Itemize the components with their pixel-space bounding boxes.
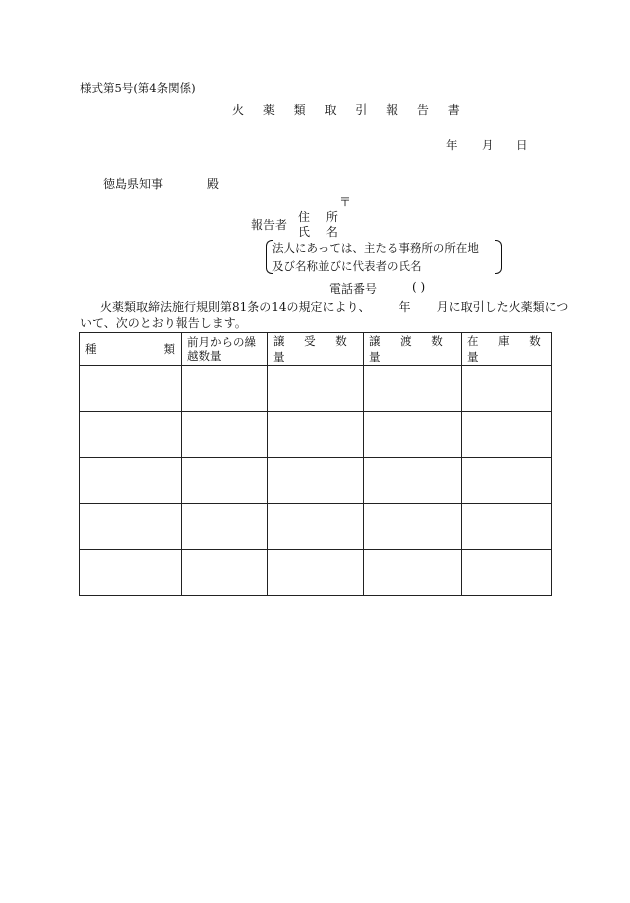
table-cell[interactable] bbox=[364, 504, 462, 550]
table-cell[interactable] bbox=[182, 412, 268, 458]
document-title: 火 薬 類 取 引 報 告 書 bbox=[232, 103, 468, 117]
table-row bbox=[80, 412, 552, 458]
table-cell[interactable] bbox=[182, 504, 268, 550]
report-statement bbox=[80, 299, 569, 331]
header-kind-b: 類 bbox=[163, 342, 175, 356]
table-cell[interactable] bbox=[462, 504, 552, 550]
name-label: 氏 名 bbox=[298, 225, 344, 239]
table-cell[interactable] bbox=[364, 458, 462, 504]
table-cell[interactable] bbox=[364, 366, 462, 412]
table-cell[interactable] bbox=[462, 458, 552, 504]
table-cell[interactable] bbox=[364, 412, 462, 458]
postal-mark: 〒 bbox=[339, 195, 352, 209]
table-cell[interactable] bbox=[182, 366, 268, 412]
statement-text-b: 月に取引した火薬類につ bbox=[436, 300, 569, 314]
date-month-label: 月 bbox=[482, 138, 494, 152]
header-kind-a: 種 bbox=[85, 342, 97, 356]
header-stock: 在 庫 数 量 bbox=[462, 333, 552, 366]
table-row bbox=[80, 550, 552, 596]
corporate-note-line-1: 法人にあっては、主たる事務所の所在地 bbox=[272, 241, 479, 255]
table-cell[interactable] bbox=[182, 550, 268, 596]
transaction-table bbox=[79, 332, 552, 596]
table-cell[interactable] bbox=[80, 458, 182, 504]
table-row bbox=[80, 366, 552, 412]
header-kind bbox=[80, 333, 182, 366]
table-cell[interactable] bbox=[182, 458, 268, 504]
table-cell[interactable] bbox=[80, 412, 182, 458]
table-cell[interactable] bbox=[80, 550, 182, 596]
table-cell[interactable] bbox=[462, 412, 552, 458]
table-cell[interactable] bbox=[268, 366, 364, 412]
table-header-row bbox=[80, 333, 552, 366]
honorific: 殿 bbox=[207, 177, 220, 191]
statement-line-1 bbox=[80, 299, 569, 315]
table-cell[interactable] bbox=[268, 412, 364, 458]
left-bracket bbox=[266, 240, 273, 274]
table-cell[interactable] bbox=[268, 458, 364, 504]
header-carryover-text: 前月からの繰越数量 bbox=[187, 335, 256, 363]
table-cell[interactable] bbox=[364, 550, 462, 596]
date-day-label: 日 bbox=[516, 138, 528, 152]
phone-parentheses: ( ) bbox=[412, 280, 426, 294]
table-row bbox=[80, 458, 552, 504]
corporate-note bbox=[272, 239, 494, 275]
corporate-note-line-2: 及び名称並びに代表者の氏名 bbox=[272, 259, 422, 273]
header-transferred: 譲 渡 数 量 bbox=[364, 333, 462, 366]
reporter-label: 報告者 bbox=[251, 218, 288, 232]
table-cell[interactable] bbox=[80, 504, 182, 550]
table-row bbox=[80, 504, 552, 550]
header-received: 譲 受 数 量 bbox=[268, 333, 364, 366]
right-bracket bbox=[495, 240, 502, 274]
table-cell[interactable] bbox=[462, 366, 552, 412]
address-label: 住 所 bbox=[298, 210, 344, 224]
form-number-label: 様式第5号(第4条関係) bbox=[80, 81, 196, 95]
table-cell[interactable] bbox=[462, 550, 552, 596]
table-cell[interactable] bbox=[268, 504, 364, 550]
statement-line-2: いて、次のとおり報告します。 bbox=[80, 316, 247, 330]
table-cell[interactable] bbox=[268, 550, 364, 596]
statement-year: 年 bbox=[398, 300, 411, 314]
statement-text-a: 火薬類取締法施行規則第81条の14の規定により、 bbox=[100, 300, 371, 314]
table-cell[interactable] bbox=[80, 366, 182, 412]
header-carryover bbox=[182, 333, 268, 366]
phone-label: 電話番号 bbox=[329, 282, 378, 296]
date-year-label: 年 bbox=[446, 138, 458, 152]
addressee: 徳島県知事 bbox=[103, 177, 164, 191]
